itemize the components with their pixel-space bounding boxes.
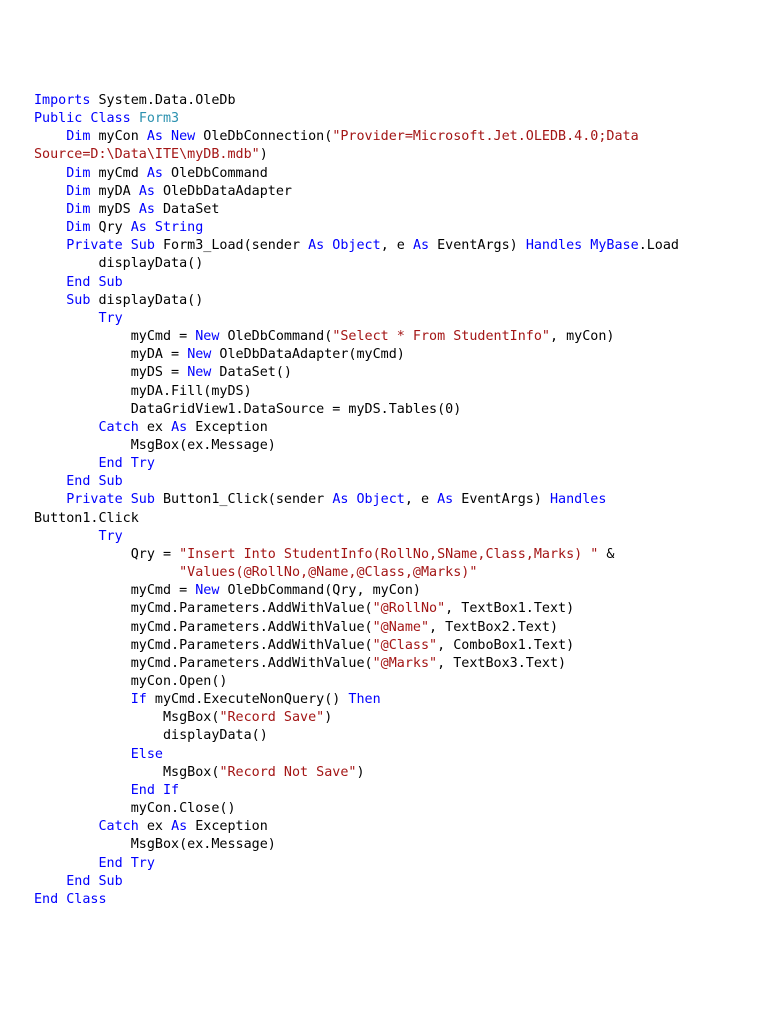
code-token: OleDbCommand(	[219, 329, 333, 345]
code-line	[34, 437, 754, 455]
code-token: End Sub	[66, 274, 123, 290]
code-token: .Load	[638, 238, 679, 254]
code-token: DataSet	[154, 201, 220, 217]
code-token: Form3_Load(sender	[154, 238, 309, 254]
code-token: As	[437, 492, 454, 508]
code-token: "Record Not Save"	[219, 764, 357, 780]
code-line	[34, 401, 754, 419]
code-token: OleDbDataAdapter	[154, 183, 292, 199]
code-token	[34, 166, 66, 181]
code-token	[34, 819, 99, 834]
code-token: myCmd =	[34, 329, 196, 345]
code-token: )	[356, 764, 365, 780]
code-token: Try	[98, 528, 123, 544]
code-line	[34, 709, 754, 727]
code-token	[34, 238, 66, 253]
code-token: Imports	[34, 93, 91, 108]
code-token: myCon.Close()	[34, 801, 236, 817]
code-token: "Provider=Microsoft.Jet.OLEDB.4.0;Data	[332, 129, 639, 145]
code-line	[34, 800, 754, 818]
code-line	[34, 310, 754, 328]
code-token: System.Data.OleDb	[90, 93, 236, 108]
code-token: myCmd.Parameters.AddWithValue(	[34, 619, 373, 635]
code-token: myDA =	[34, 347, 188, 363]
code-line	[34, 691, 754, 709]
code-line	[34, 873, 754, 891]
code-token	[34, 565, 179, 580]
code-line	[34, 764, 754, 782]
code-token: OleDbCommand(Qry, myCon)	[219, 583, 421, 599]
code-token: As New	[146, 129, 196, 145]
code-token: myCmd.ExecuteNonQuery()	[146, 692, 349, 708]
code-line	[34, 255, 754, 273]
code-line	[34, 655, 754, 673]
code-token: New	[195, 583, 220, 599]
code-token: Dim	[66, 201, 91, 217]
code-token: New	[187, 347, 212, 363]
code-token: Private Sub	[66, 238, 155, 254]
code-token: Else	[130, 746, 163, 762]
code-token: , TextBox1.Text)	[445, 601, 575, 617]
code-token: OleDbDataAdapter(myCmd)	[211, 347, 405, 363]
code-token	[34, 456, 99, 471]
code-token	[34, 220, 66, 235]
code-line	[34, 673, 754, 691]
code-token: , e	[380, 238, 413, 254]
code-line	[34, 637, 754, 655]
code-token: MsgBox(ex.Message)	[34, 837, 276, 853]
code-token: myCmd =	[34, 583, 196, 599]
code-line	[34, 891, 754, 909]
code-token: Button1.Click	[34, 510, 139, 526]
code-token: myDS =	[34, 365, 188, 381]
code-line	[34, 110, 754, 128]
code-line	[34, 546, 754, 564]
code-token	[131, 111, 139, 126]
code-line	[34, 455, 754, 473]
code-token: myDS	[90, 201, 139, 217]
code-token: MsgBox(	[34, 764, 220, 780]
code-token: End Try	[98, 855, 155, 871]
code-token: &	[598, 546, 615, 562]
code-token: EventArgs)	[429, 238, 526, 254]
code-line	[34, 219, 754, 237]
code-token: End Class	[34, 891, 107, 907]
code-line	[34, 491, 754, 509]
code-token: Dim	[66, 165, 91, 181]
code-token: If	[130, 692, 147, 708]
code-token: "Insert Into StudentInfo(RollNo,SName,Class,Marks) "	[179, 546, 599, 562]
code-token	[34, 311, 99, 326]
code-line	[34, 510, 754, 528]
code-line	[34, 818, 754, 836]
code-token: ex	[138, 419, 172, 435]
code-line	[34, 582, 754, 600]
code-token: EventArgs)	[453, 492, 550, 508]
code-token: OleDbCommand	[163, 165, 268, 181]
code-token: "Values(@RollNo,@Name,@Class,@Marks)"	[179, 565, 478, 581]
code-token: , TextBox3.Text)	[437, 655, 567, 671]
code-token: ex	[138, 819, 172, 835]
code-line	[34, 836, 754, 854]
code-token	[34, 293, 66, 308]
code-token: displayData()	[90, 292, 204, 308]
code-line	[34, 201, 754, 219]
code-line	[34, 528, 754, 546]
code-token	[34, 747, 131, 762]
code-line	[34, 600, 754, 618]
code-token: MsgBox(	[34, 710, 220, 726]
code-token: As	[146, 165, 163, 181]
code-token	[34, 783, 131, 798]
code-token: )	[324, 710, 333, 726]
code-token	[34, 129, 66, 144]
code-line	[34, 165, 754, 183]
code-token: As	[138, 201, 155, 217]
code-token: Sub	[66, 292, 91, 308]
code-token: Qry =	[34, 546, 180, 562]
code-token: displayData()	[34, 256, 204, 272]
code-token: Dim	[66, 129, 91, 145]
code-token: DataSet()	[211, 365, 292, 381]
code-line	[34, 146, 754, 164]
code-token: "@Class"	[372, 637, 438, 653]
code-token: Handles	[550, 492, 607, 508]
code-token: Handles MyBase	[525, 238, 639, 254]
code-token	[34, 529, 99, 544]
code-token: Form3	[138, 111, 180, 127]
code-token: As Object	[332, 492, 405, 508]
code-token: myCon.Open()	[34, 674, 228, 689]
code-token	[34, 202, 66, 217]
code-token	[34, 492, 66, 507]
code-token: New	[195, 329, 220, 345]
code-token: OleDbConnection(	[195, 129, 333, 145]
code-token: As Object	[308, 238, 381, 254]
code-token	[34, 275, 66, 290]
code-token: Then	[348, 692, 381, 708]
code-token: , ComboBox1.Text)	[437, 637, 575, 653]
code-token	[34, 692, 131, 707]
code-token: , e	[404, 492, 438, 508]
code-token: Private Sub	[66, 492, 155, 508]
code-line	[34, 292, 754, 310]
code-line	[34, 183, 754, 201]
code-token: displayData()	[34, 728, 268, 744]
code-token: Exception	[187, 819, 268, 835]
code-token: Button1_Click(sender	[154, 492, 333, 508]
code-token: "Select * From StudentInfo"	[332, 329, 550, 345]
code-token: myCmd	[90, 165, 147, 181]
code-token: As	[138, 183, 155, 199]
code-token: As	[171, 419, 188, 435]
code-line	[34, 346, 754, 364]
code-line	[34, 274, 754, 292]
code-token: myDA.Fill(myDS)	[34, 383, 252, 399]
code-token: myCon	[90, 129, 147, 145]
code-token	[34, 874, 66, 889]
code-token: myCmd.Parameters.AddWithValue(	[34, 655, 373, 671]
code-line	[34, 128, 754, 146]
code-token: Public Class	[34, 111, 131, 127]
code-line	[34, 727, 754, 745]
code-token: myCmd.Parameters.AddWithValue(	[34, 601, 373, 617]
code-token: As String	[130, 220, 204, 236]
code-token	[34, 420, 99, 435]
code-line	[34, 473, 754, 491]
code-token: End Sub	[66, 873, 123, 889]
code-token: Catch	[98, 419, 139, 435]
code-token: End Try	[98, 456, 155, 472]
code-token: Exception	[187, 419, 268, 435]
code-line	[34, 419, 754, 437]
code-token: "@Marks"	[372, 655, 438, 671]
code-line	[34, 383, 754, 401]
code-line	[34, 364, 754, 382]
code-token: As	[171, 819, 188, 835]
code-line	[34, 746, 754, 764]
code-token: As	[412, 238, 430, 254]
code-token	[34, 474, 66, 489]
code-token: "@RollNo"	[372, 601, 446, 617]
code-line	[34, 619, 754, 637]
code-token: End If	[130, 782, 180, 798]
code-token: Dim	[66, 220, 91, 236]
code-token: Dim	[66, 183, 91, 199]
code-token: )	[259, 147, 268, 163]
code-token	[34, 856, 99, 871]
code-listing	[34, 92, 754, 909]
code-token: MsgBox(ex.Message)	[34, 437, 276, 453]
code-line	[34, 782, 754, 800]
code-line	[34, 564, 754, 582]
code-line	[34, 855, 754, 873]
code-token: Qry	[90, 220, 131, 236]
code-token: New	[187, 365, 212, 381]
code-token: myCmd.Parameters.AddWithValue(	[34, 637, 373, 653]
code-line	[34, 92, 754, 110]
code-token: End Sub	[66, 474, 123, 490]
code-token: myDA	[90, 183, 139, 199]
code-token: Try	[98, 310, 123, 326]
code-token: DataGridView1.DataSource = myDS.Tables(0)	[34, 401, 462, 417]
code-token: , TextBox2.Text)	[429, 619, 559, 635]
code-token: Source=D:\Data\ITE\myDB.mdb"	[34, 147, 260, 163]
code-line	[34, 237, 754, 255]
code-token: "@Name"	[372, 619, 430, 635]
code-token	[34, 184, 66, 199]
code-token: Catch	[98, 819, 139, 835]
code-token: , myCon)	[549, 329, 615, 345]
code-line	[34, 328, 754, 346]
code-token: "Record Save"	[219, 710, 325, 726]
